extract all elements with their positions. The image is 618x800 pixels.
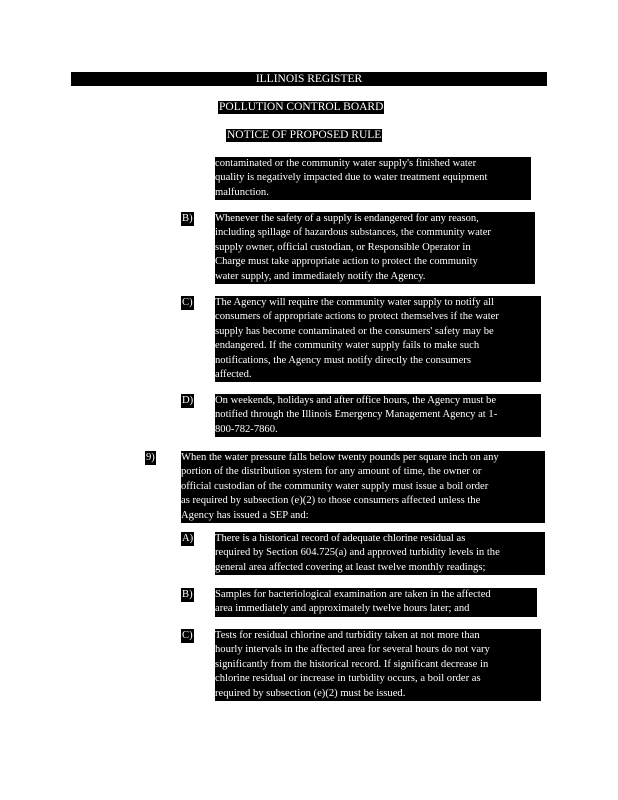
- text-line: area immediately and approximately twelve hours later; and: [215, 603, 470, 615]
- text-line: Samples for bacteriological examination are taken in the affected: [215, 589, 491, 600]
- text-line: supply has become contaminated or the consumers' safety may be: [215, 325, 494, 337]
- text-line: general area affected covering at least twelve monthly readings;: [215, 561, 486, 573]
- text-line: Charge must take appropriate action to protect the community: [215, 256, 478, 268]
- text-line: supply owner, official custodian, or Responsible Operator in: [215, 241, 471, 253]
- subitem-label-a: A): [182, 533, 194, 544]
- item-label-d: D): [182, 395, 194, 406]
- text-line: portion of the distribution system for any amount of time, the owner or: [181, 466, 482, 478]
- text-line: 800-782-7860.: [215, 423, 278, 435]
- text-line: malfunction.: [215, 186, 269, 198]
- paragraph-continuation: [215, 157, 531, 200]
- text-line: endangered. If the community water supply fails to make such: [215, 340, 480, 352]
- subitem-label-c: C): [182, 630, 193, 641]
- text-line: affected.: [215, 369, 252, 381]
- paragraph-d: [215, 394, 541, 437]
- text-line: notified through the Illinois Emergency Management Agency at 1-: [215, 409, 498, 421]
- text-line: contaminated or the community water supply's finished water: [215, 158, 477, 169]
- text-line: significantly from the historical record. If significant decrease in: [215, 658, 489, 670]
- notice-title: NOTICE OF PROPOSED RULE: [227, 129, 382, 141]
- item-label-9: 9): [146, 452, 155, 463]
- text-line: hourly intervals in the affected area for several hours do not vary: [215, 644, 490, 656]
- text-line: chlorine residual or increase in turbidity occurs, a boil order as: [215, 673, 481, 685]
- paragraph-9c: [215, 629, 541, 701]
- text-line: Whenever the safety of a supply is endangered for any reason,: [215, 213, 479, 224]
- paragraph-9a: [215, 532, 545, 575]
- text-line: consumers of appropriate actions to protect themselves if the water: [215, 311, 499, 323]
- subitem-label-b: B): [182, 589, 193, 600]
- text-line: as required by subsection (e)(2) to those consumers affected unless the: [181, 495, 481, 507]
- text-line: required by subsection (e)(2) must be issued.: [215, 687, 406, 699]
- text-line: required by Section 604.725(a) and approved turbidity levels in the: [215, 547, 500, 559]
- text-line: There is a historical record of adequate chlorine residual as: [215, 533, 466, 544]
- register-header: ILLINOIS REGISTER: [71, 72, 547, 86]
- text-line: official custodian of the community water supply must issue a boil order: [181, 480, 489, 492]
- text-line: Tests for residual chlorine and turbidity taken at not more than: [215, 630, 480, 641]
- text-line: On weekends, holidays and after office hours, the Agency must be: [215, 395, 497, 406]
- paragraph-9: [181, 451, 545, 523]
- text-line: When the water pressure falls below twenty pounds per square inch on any: [181, 452, 499, 463]
- paragraph-b: [215, 212, 535, 284]
- paragraph-c: [215, 296, 541, 382]
- text-line: notifications, the Agency must notify directly the consumers: [215, 354, 471, 366]
- item-label-b: B): [182, 213, 193, 224]
- text-line: including spillage of hazardous substances, the community water: [215, 227, 491, 239]
- text-line: water supply, and immediately notify the Agency.: [215, 270, 426, 282]
- paragraph-9b: [215, 588, 537, 617]
- text-line: quality is negatively impacted due to water treatment equipment: [215, 172, 488, 184]
- text-line: The Agency will require the community water supply to notify all: [215, 297, 494, 308]
- board-name: POLLUTION CONTROL BOARD: [219, 101, 384, 113]
- text-line: Agency has issued a SEP and:: [181, 509, 309, 521]
- item-label-c: C): [182, 297, 193, 308]
